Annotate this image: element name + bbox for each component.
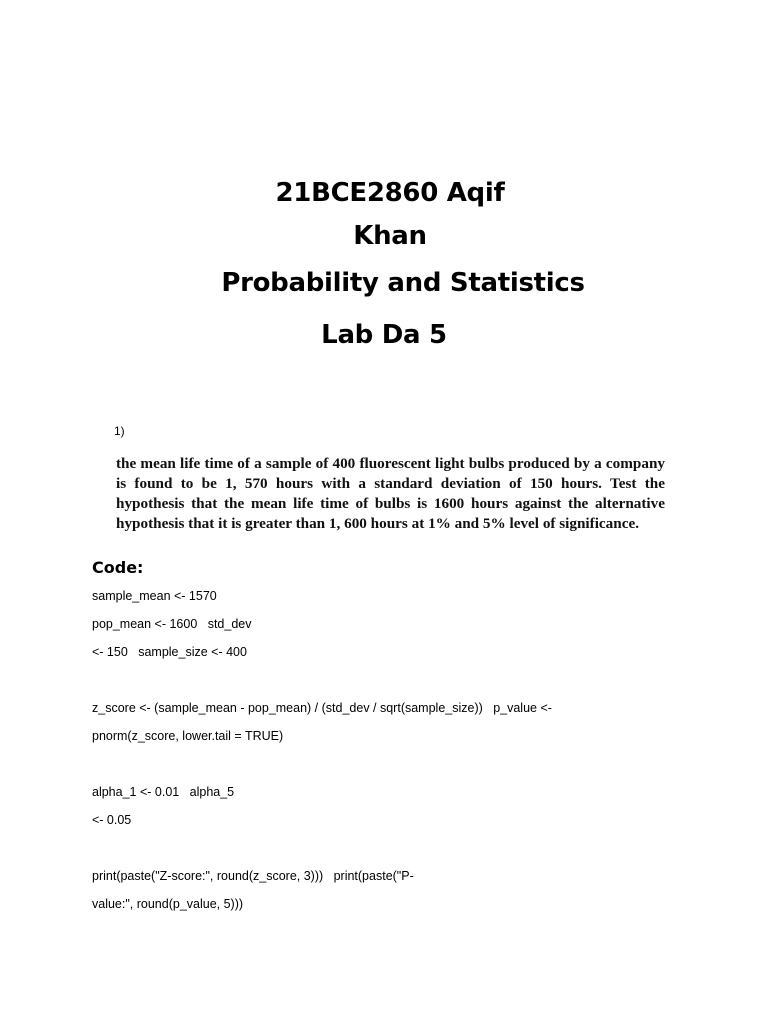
code-line: value:", round(p_value, 5)))	[92, 897, 244, 911]
question-number: 1)	[114, 424, 125, 438]
question-block	[113, 424, 665, 534]
code-line: z_score <- (sample_mean - pop_mean) / (std_dev / sqrt(sample_size)) p_value <-	[92, 701, 552, 715]
title-lab: Lab Da 5	[321, 320, 447, 350]
question-text: the mean life time of a sample of 400 fluorescent light bulbs produced by a company is found to be 1, 570 hours with a standard deviation of 150 hours. Test the hypothesis that the mean life time of bulbs is 1600 hours against the alternative hypothesis that it is greater than 1, 600 hours at 1% and 5% level of significance.	[116, 455, 665, 532]
title-student-id-name: 21BCE2860 Aqif	[275, 178, 505, 208]
title-course: Probability and Statistics	[221, 268, 585, 298]
code-line: sample_mean <- 1570	[92, 589, 217, 603]
code-line: <- 150 sample_size <- 400	[92, 645, 247, 659]
code-line: pop_mean <- 1600 std_dev	[92, 617, 252, 631]
code-line: <- 0.05	[92, 813, 132, 827]
title-surname: Khan	[353, 221, 427, 251]
code-heading: Code:	[92, 558, 144, 577]
code-line: print(paste("Z-score:", round(z_score, 3))) print(paste("P-	[92, 869, 414, 883]
code-line: alpha_1 <- 0.01 alpha_5	[92, 785, 235, 799]
code-line: pnorm(z_score, lower.tail = TRUE)	[92, 729, 284, 743]
